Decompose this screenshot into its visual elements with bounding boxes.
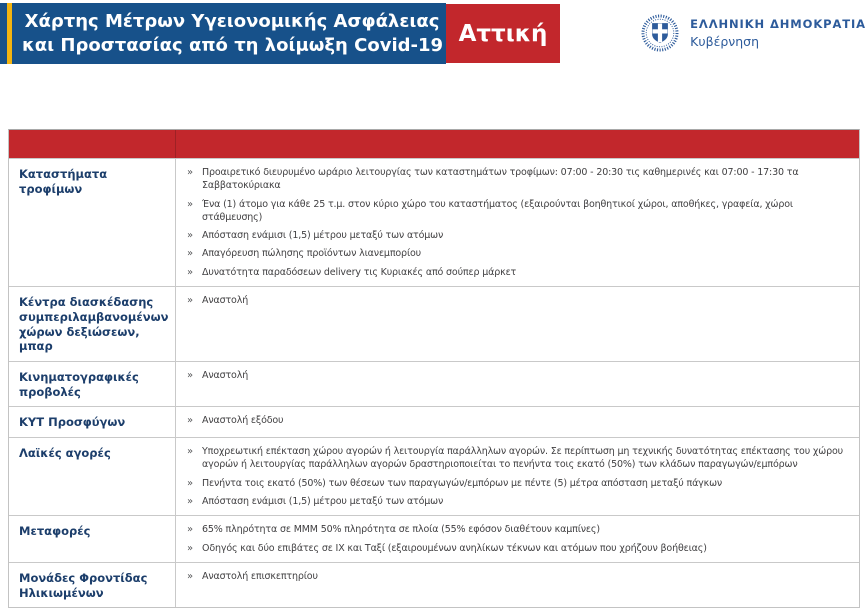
measure-text: Υποχρεωτική επέκταση χώρου αγορών ή λειτουργία παράλληλων αγορών. Σε περίπτωση μη τεχνικής δυνατότητας επέκτασης του χώρου αγορών ή λειτουργίας παράλληλων αγορών δραστηριοποιείται το πενήντα τοις εκατό (50%) των κλάδων παραγωγών/εμπόρων <box>202 446 843 471</box>
measure-item <box>187 369 851 382</box>
category-cell: Μονάδες Φροντίδας Ηλικιωμένων <box>9 563 176 607</box>
measure-item <box>187 229 851 242</box>
measure-item <box>187 198 851 225</box>
measure-item <box>187 477 851 490</box>
page-title-line1: Χάρτης Μέτρων Υγειονομικής Ασφάλειας <box>24 10 440 32</box>
measure-text: Αναστολή εξόδου <box>202 415 284 427</box>
government-subtitle: Κυβέρνηση <box>690 34 760 49</box>
measures-table <box>8 129 860 608</box>
category-cell: Μεταφορές <box>9 516 176 562</box>
measure-item <box>187 495 851 508</box>
measure-item <box>187 266 851 279</box>
measure-text: Απόσταση ενάμισι (1,5) μέτρου μεταξύ των ατόμων <box>202 496 444 507</box>
measure-item <box>187 542 851 555</box>
table-row <box>9 437 859 515</box>
measures-cell <box>176 287 859 361</box>
measure-item <box>187 166 851 193</box>
bullet-marker: » <box>187 477 194 489</box>
measure-item <box>187 570 851 583</box>
measure-item <box>187 414 851 427</box>
category-cell: Λαϊκές αγορές <box>9 438 176 515</box>
table-row <box>9 361 859 406</box>
table-row <box>9 158 859 286</box>
page-title-line2: και Προστασίας από τη λοίμωξη Covid-19 <box>22 34 444 56</box>
table-row <box>9 562 859 607</box>
measures-cell <box>176 362 859 406</box>
page-title <box>22 3 442 64</box>
yellow-accent-stripe <box>7 3 12 64</box>
bullet-marker: » <box>187 524 194 536</box>
bullet-marker: » <box>187 446 194 458</box>
category-cell: Καταστήματα τροφίμων <box>9 159 176 286</box>
category-cell: ΚΥΤ Προσφύγων <box>9 407 176 437</box>
bullet-marker: » <box>187 415 194 427</box>
page-header <box>0 0 868 68</box>
measure-text: Ένα (1) άτομο για κάθε 25 τ.μ. στον κύριο χώρο του καταστήματος (εξαιρούνται βοηθητικοί χώροι, αποθήκες, γραφεία, χώροι στάθμευσης) <box>202 198 793 223</box>
measure-text: Πενήντα τοις εκατό (50%) των θέσεων των παραγωγών/εμπόρων με πέντε (5) μέτρα απόσταση μεταξύ πάγκων <box>202 477 723 489</box>
bullet-marker: » <box>187 167 194 178</box>
title-banner <box>0 3 446 64</box>
bullet-marker: » <box>187 230 194 242</box>
measure-text: Οδηγός και δύο επιβάτες σε ΙΧ και Ταξί (εξαιρουμένων ανηλίκων τέκνων και ατόμων που χρήζουν βοήθειας) <box>202 542 707 554</box>
measure-text: Αναστολή επισκεπτηρίου <box>202 570 318 582</box>
category-cell: Κινηματογραφικές προβολές <box>9 362 176 406</box>
measure-item <box>187 247 851 260</box>
measure-text: Αναστολή <box>202 369 249 381</box>
bullet-marker: » <box>187 248 194 260</box>
bullet-marker: » <box>187 570 194 582</box>
table-header-category <box>9 130 176 158</box>
measure-text: 65% πληρότητα σε ΜΜΜ 50% πληρότητα σε πλοία (55% εφόσον διαθέτουν καμπίνες) <box>202 524 600 536</box>
measures-cell <box>176 159 859 286</box>
measure-text: Δυνατότητα παραδόσεων delivery τις Κυριακές από σούπερ μάρκετ <box>202 266 517 278</box>
government-branding <box>640 13 866 53</box>
table-row <box>9 286 859 361</box>
greek-government-emblem-icon <box>640 13 680 53</box>
table-header-measures <box>176 130 859 158</box>
measure-text: Προαιρετικό διευρυμένο ωράριο λειτουργίας των καταστημάτων τροφίμων: 07:00 - 20:30 τις καθημερινές και 07:00 - 17:30 τα Σαββατοκύριακα <box>202 167 799 192</box>
government-text <box>690 17 866 49</box>
measure-text: Απαγόρευση πώλησης προϊόντων λιανεμπορίου <box>202 248 422 260</box>
measures-cell <box>176 407 859 437</box>
measure-item <box>187 523 851 536</box>
category-cell: Κέντρα διασκέδασης συμπεριλαμβανομένων χώρων δεξιώσεων, μπαρ <box>9 287 176 361</box>
bullet-marker: » <box>187 496 194 507</box>
region-badge <box>446 4 560 63</box>
measure-item <box>187 294 851 307</box>
bullet-marker: » <box>187 198 194 210</box>
table-row <box>9 515 859 562</box>
measure-text: Απόσταση ενάμισι (1,5) μέτρου μεταξύ των ατόμων <box>202 230 444 242</box>
table-row <box>9 406 859 437</box>
government-name: ΕΛΛΗΝΙΚΗ ΔΗΜΟΚΡΑΤΙΑ <box>690 17 866 31</box>
measures-cell <box>176 516 859 562</box>
measure-text: Αναστολή <box>202 295 249 307</box>
table-header-bar <box>9 130 859 158</box>
bullet-marker: » <box>187 266 194 278</box>
bullet-marker: » <box>187 295 194 307</box>
measure-item <box>187 445 851 472</box>
bullet-marker: » <box>187 542 194 554</box>
measures-cell <box>176 563 859 607</box>
measures-cell <box>176 438 859 515</box>
bullet-marker: » <box>187 369 194 381</box>
region-name: Αττική <box>458 20 548 47</box>
